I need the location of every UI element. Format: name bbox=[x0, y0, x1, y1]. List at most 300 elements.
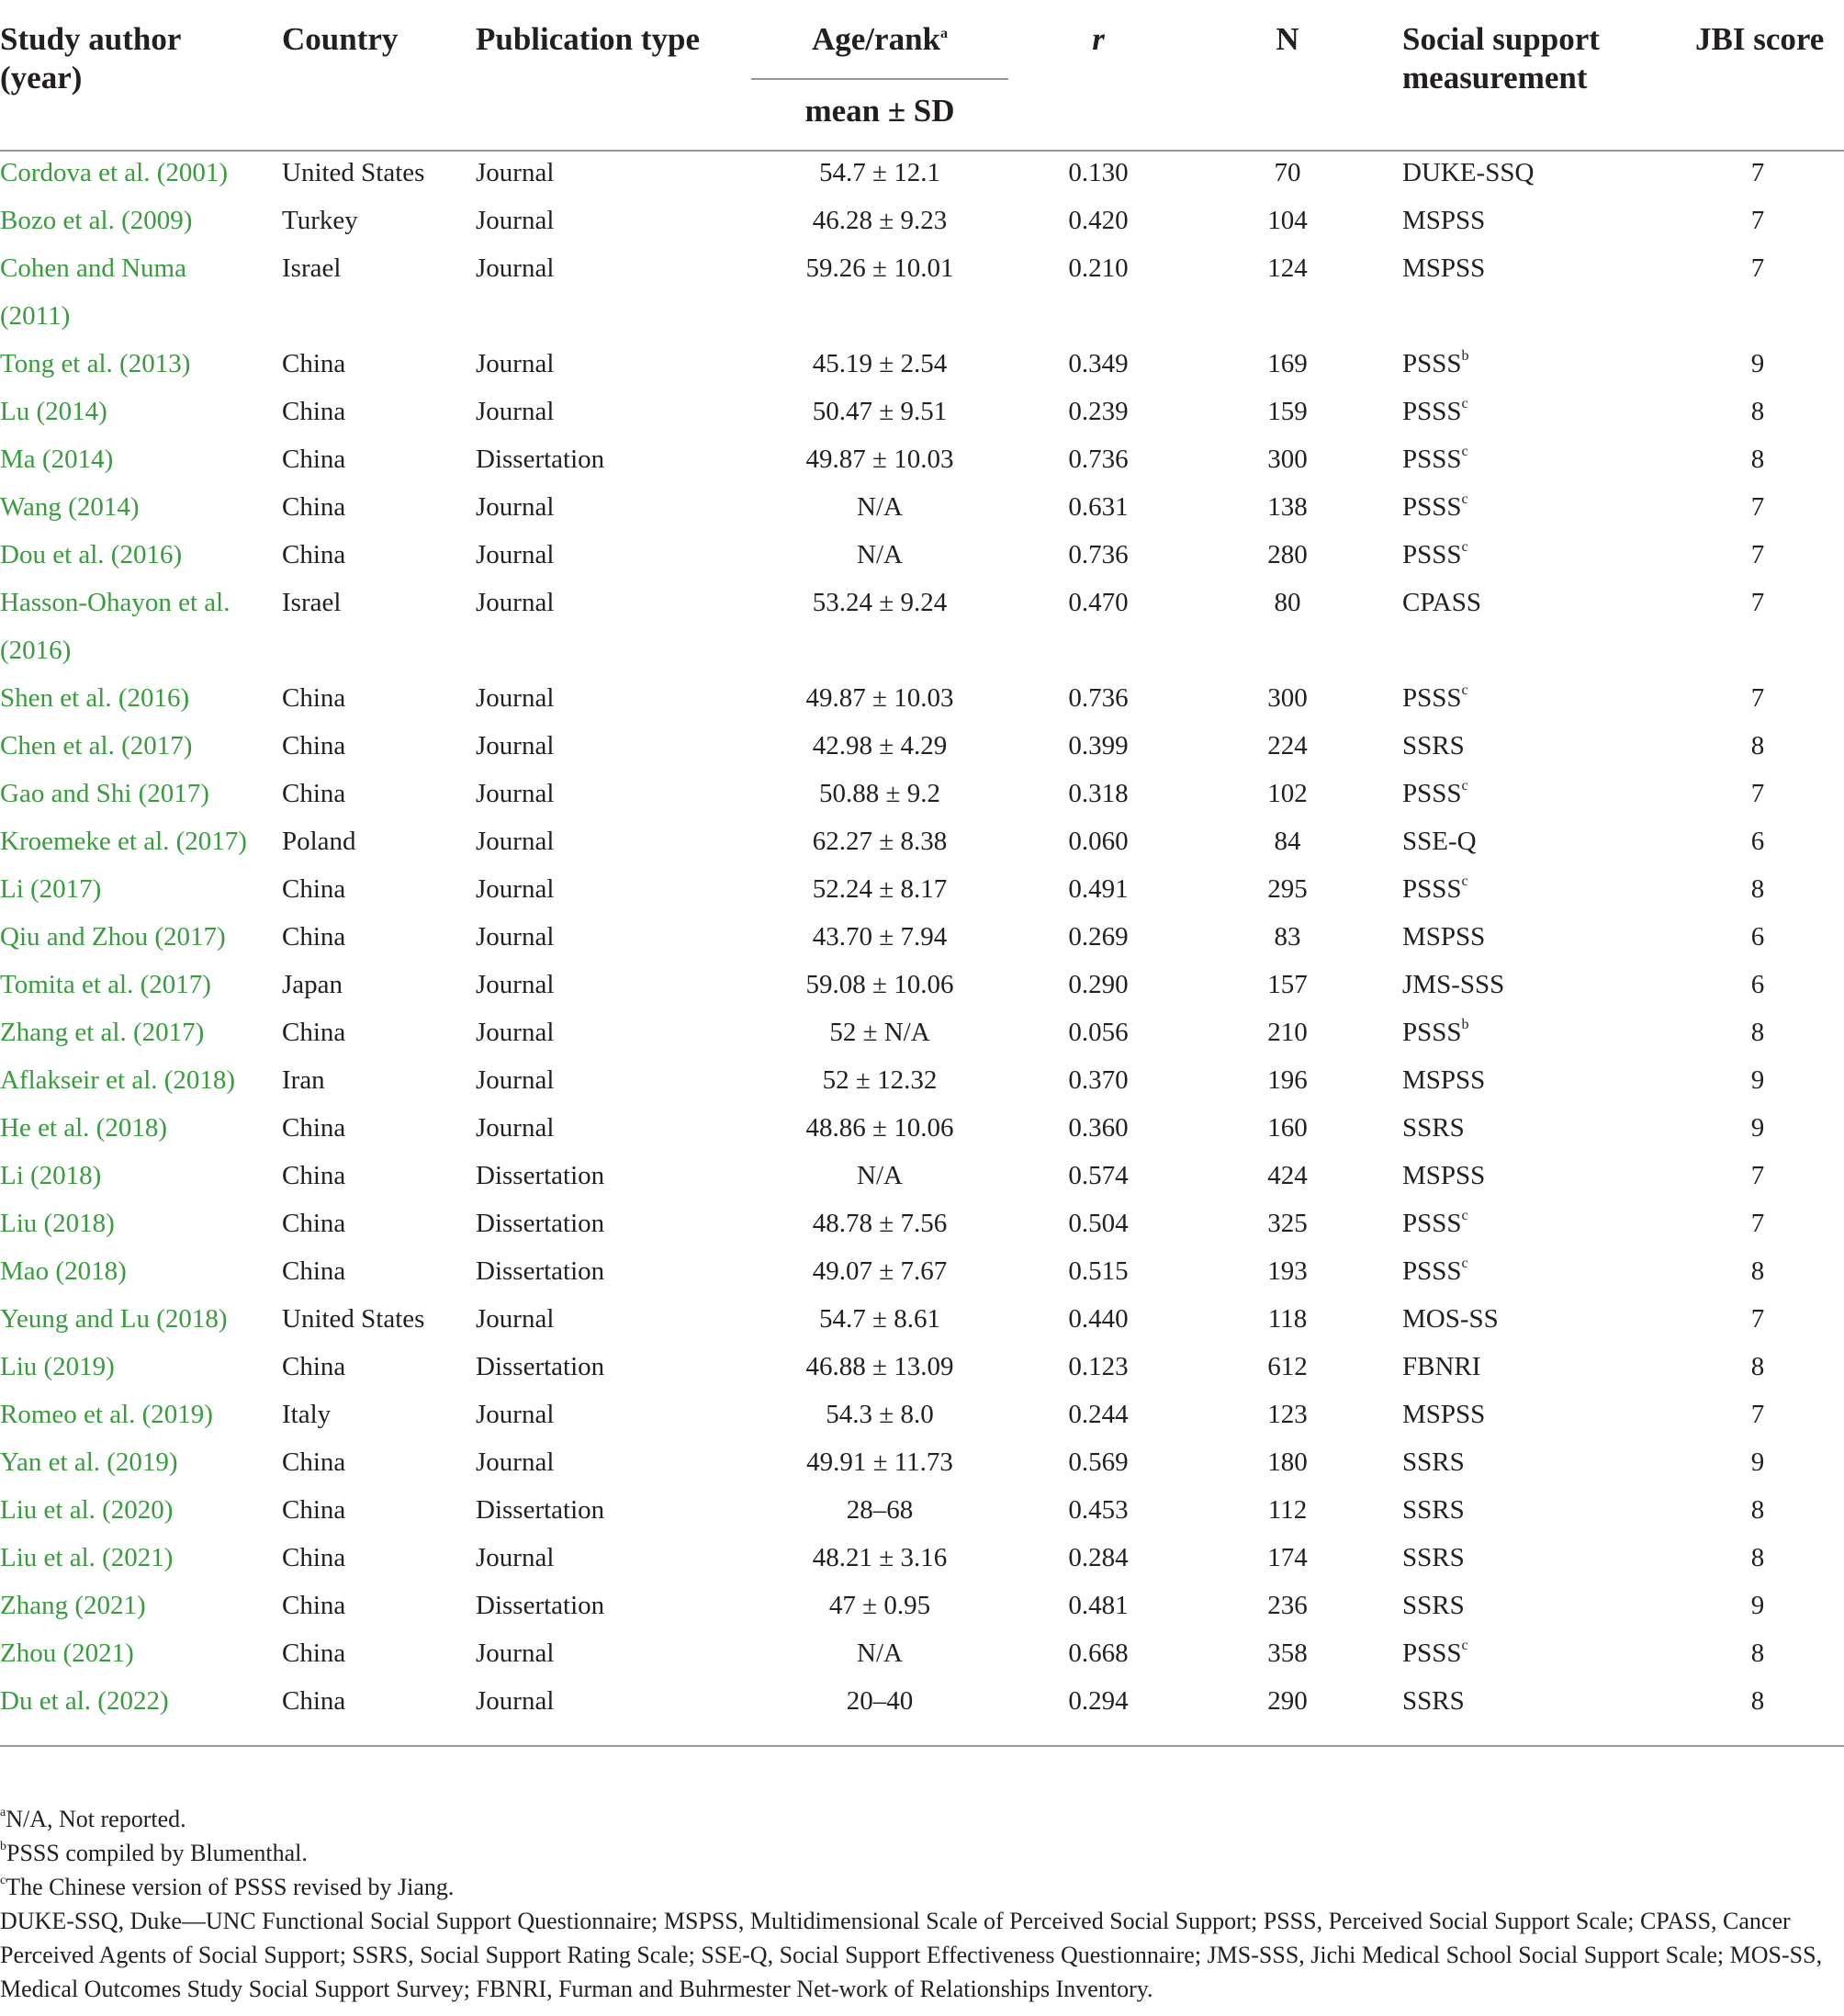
study-author-link[interactable]: Du et al. (2022) bbox=[0, 1686, 169, 1716]
age-cell: 59.08 ± 10.06 bbox=[805, 970, 954, 999]
jbi-score-cell: 8 bbox=[1750, 1256, 1765, 1286]
study-author-link[interactable]: Tong et al. (2013) bbox=[0, 349, 191, 378]
measurement-name: JMS-SSS bbox=[1402, 970, 1505, 999]
measurement-footnote-mark: c bbox=[1461, 1208, 1468, 1223]
jbi-score-cell: 8 bbox=[1750, 1352, 1765, 1381]
r-value-cell: 0.056 bbox=[1068, 1018, 1129, 1047]
jbi-score-cell: 6 bbox=[1750, 922, 1765, 952]
jbi-score-cell: 7 bbox=[1750, 253, 1765, 283]
r-value-cell: 0.060 bbox=[1068, 827, 1129, 856]
table-row bbox=[0, 722, 1844, 770]
measurement-name: PSSS bbox=[1402, 1256, 1462, 1286]
r-value-cell: 0.399 bbox=[1068, 731, 1129, 760]
sample-size-cell: 157 bbox=[1267, 970, 1308, 999]
study-author-link[interactable]: Chen et al. (2017) bbox=[0, 731, 193, 760]
sample-size-cell: 84 bbox=[1274, 827, 1301, 856]
study-author-link[interactable]: Mao (2018) bbox=[0, 1256, 127, 1286]
social-support-measurement-cell bbox=[1402, 1247, 1468, 1295]
r-value-cell: 0.318 bbox=[1068, 779, 1129, 808]
measurement-footnote-mark: c bbox=[1461, 682, 1468, 698]
country-cell: China bbox=[282, 683, 346, 713]
jbi-score-cell: 6 bbox=[1750, 827, 1765, 856]
measurement-name: FBNRI bbox=[1402, 1352, 1481, 1381]
study-author-link[interactable]: Liu et al. (2020) bbox=[0, 1495, 174, 1525]
country-cell: China bbox=[282, 540, 346, 569]
table-row bbox=[0, 865, 1844, 913]
r-value-cell: 0.360 bbox=[1068, 1113, 1129, 1143]
social-support-measurement-cell bbox=[1402, 1534, 1465, 1582]
table-row bbox=[0, 483, 1844, 531]
jbi-score-cell: 8 bbox=[1750, 1639, 1765, 1668]
social-support-measurement-cell bbox=[1402, 865, 1468, 913]
publication-type-cell: Journal bbox=[476, 922, 555, 952]
age-cell: 48.78 ± 7.56 bbox=[812, 1209, 948, 1238]
sample-size-cell: 138 bbox=[1267, 492, 1308, 522]
study-author-link[interactable]: Hasson-Ohayon et al. bbox=[0, 588, 230, 617]
table-row bbox=[0, 340, 1844, 388]
r-value-cell: 0.284 bbox=[1068, 1543, 1129, 1572]
measurement-name: MSPSS bbox=[1402, 253, 1486, 283]
sample-size-cell: 325 bbox=[1267, 1209, 1308, 1238]
measurement-name: SSRS bbox=[1402, 1113, 1465, 1143]
country-cell: China bbox=[282, 1209, 346, 1238]
publication-type-cell: Dissertation bbox=[476, 1352, 605, 1381]
country-cell: China bbox=[282, 1352, 346, 1381]
age-cell: 54.7 ± 12.1 bbox=[819, 158, 940, 187]
sample-size-cell: 196 bbox=[1267, 1065, 1308, 1095]
sample-size-cell: 295 bbox=[1267, 874, 1308, 904]
r-value-cell: 0.569 bbox=[1068, 1447, 1129, 1477]
table-row-continuation bbox=[0, 626, 1844, 674]
table-row bbox=[0, 913, 1844, 961]
measurement-name: PSSS bbox=[1402, 874, 1462, 904]
study-author-link[interactable]: Li (2018) bbox=[0, 1161, 102, 1190]
country-cell: China bbox=[282, 397, 346, 426]
study-author-link[interactable]: Aflakseir et al. (2018) bbox=[0, 1065, 236, 1095]
measurement-footnote-mark: b bbox=[1461, 348, 1469, 364]
country-cell: Italy bbox=[282, 1400, 332, 1429]
jbi-score-cell: 8 bbox=[1750, 874, 1765, 904]
r-value-cell: 0.736 bbox=[1068, 683, 1129, 713]
table-row bbox=[0, 388, 1844, 435]
publication-type-cell: Journal bbox=[476, 158, 555, 187]
measurement-name: MSPSS bbox=[1402, 922, 1486, 952]
table-row bbox=[0, 1486, 1844, 1534]
study-author-link[interactable]: Kroemeke et al. (2017) bbox=[0, 827, 247, 856]
r-value-cell: 0.123 bbox=[1068, 1352, 1129, 1381]
social-support-measurement-cell bbox=[1402, 1008, 1469, 1056]
social-support-measurement-cell bbox=[1402, 388, 1468, 435]
footnote-a: $^a$N/A, Not reported. bbox=[0, 1806, 186, 1832]
footnote-abbreviations-line-3: Medical Outcomes Study Social Support Survey; FBNRI, Furman and Buhrmester Net-work of Relationships Inventory. bbox=[0, 1976, 1153, 2002]
table-row bbox=[0, 531, 1844, 579]
r-value-cell: 0.481 bbox=[1068, 1591, 1129, 1620]
country-cell: China bbox=[282, 779, 346, 808]
measurement-footnote-mark: c bbox=[1461, 539, 1468, 555]
r-value-cell: 0.574 bbox=[1068, 1161, 1129, 1190]
publication-type-cell: Journal bbox=[476, 1400, 555, 1429]
sample-size-cell: 174 bbox=[1267, 1543, 1308, 1572]
table-row bbox=[0, 1008, 1844, 1056]
country-cell: United States bbox=[282, 1304, 425, 1334]
measurement-footnote-mark: c bbox=[1461, 778, 1468, 794]
country-cell: Turkey bbox=[282, 206, 358, 235]
social-support-measurement-cell bbox=[1402, 1677, 1465, 1725]
table-row bbox=[0, 817, 1844, 865]
measurement-name: PSSS bbox=[1402, 1018, 1462, 1047]
age-cell: 54.3 ± 8.0 bbox=[826, 1400, 934, 1429]
social-support-measurement-cell bbox=[1402, 1295, 1499, 1343]
measurement-footnote-mark: c bbox=[1461, 1256, 1468, 1271]
age-cell: N/A bbox=[857, 540, 903, 569]
table-row bbox=[0, 1152, 1844, 1199]
country-cell: China bbox=[282, 1686, 346, 1716]
age-cell: 49.87 ± 10.03 bbox=[805, 445, 954, 474]
jbi-score-cell: 7 bbox=[1750, 1161, 1765, 1190]
social-support-measurement-cell bbox=[1402, 531, 1468, 579]
r-value-cell: 0.504 bbox=[1068, 1209, 1129, 1238]
measurement-footnote-mark: c bbox=[1461, 1638, 1468, 1653]
social-support-measurement-cell bbox=[1402, 340, 1469, 388]
measurement-footnote-mark: b bbox=[1461, 1017, 1469, 1032]
publication-type-cell: Journal bbox=[476, 1018, 555, 1047]
social-support-measurement-cell bbox=[1402, 770, 1468, 817]
study-author-link[interactable]: Liu (2019) bbox=[0, 1352, 115, 1381]
publication-type-cell: Dissertation bbox=[476, 1591, 605, 1620]
publication-type-cell: Journal bbox=[476, 492, 555, 522]
study-author-link[interactable]: Zhou (2021) bbox=[0, 1639, 134, 1668]
jbi-score-cell: 9 bbox=[1750, 1447, 1765, 1477]
country-cell: China bbox=[282, 1161, 346, 1190]
sample-size-cell: 300 bbox=[1267, 445, 1308, 474]
r-value-cell: 0.470 bbox=[1068, 588, 1129, 617]
study-author-link[interactable]: Romeo et al. (2019) bbox=[0, 1400, 213, 1429]
study-author-link-continuation[interactable]: (2011) bbox=[0, 301, 71, 331]
publication-type-cell: Journal bbox=[476, 970, 555, 999]
study-author-link[interactable]: Yeung and Lu (2018) bbox=[0, 1304, 228, 1334]
publication-type-cell: Dissertation bbox=[476, 1495, 605, 1525]
study-author-link[interactable]: Dou et al. (2016) bbox=[0, 540, 183, 569]
publication-type-cell: Journal bbox=[476, 874, 555, 904]
publication-type-cell: Journal bbox=[476, 731, 555, 760]
age-cell: 42.98 ± 4.29 bbox=[812, 731, 948, 760]
jbi-score-cell: 7 bbox=[1750, 206, 1765, 235]
jbi-score-cell: 7 bbox=[1750, 492, 1765, 522]
measurement-name: PSSS bbox=[1402, 1639, 1462, 1668]
age-cell: 52.24 ± 8.17 bbox=[812, 874, 948, 904]
jbi-score-cell: 9 bbox=[1750, 1113, 1765, 1143]
r-value-cell: 0.631 bbox=[1068, 492, 1129, 522]
table-row bbox=[0, 579, 1844, 626]
age-cell: 62.27 ± 8.38 bbox=[812, 827, 948, 856]
footnote-abbreviations-line-2: Perceived Agents of Social Support; SSRS, Social Support Rating Scale; SSE-Q, Social Support Effectiveness Questionnaire; JMS-SSS, Jichi Medical School Social Support Scale; MOS-SS, bbox=[0, 1942, 1823, 1968]
age-cell: 52 ± N/A bbox=[829, 1018, 930, 1047]
publication-type-cell: Journal bbox=[476, 683, 555, 713]
social-support-measurement-cell bbox=[1402, 149, 1534, 197]
table-row-continuation bbox=[0, 292, 1844, 340]
sample-size-cell: 193 bbox=[1267, 1256, 1308, 1286]
age-cell: 54.7 ± 8.61 bbox=[819, 1304, 940, 1334]
study-author-link[interactable]: Tomita et al. (2017) bbox=[0, 970, 211, 999]
table-row bbox=[0, 1391, 1844, 1438]
r-value-cell: 0.239 bbox=[1068, 397, 1129, 426]
country-cell: China bbox=[282, 1018, 346, 1047]
study-author-link[interactable]: Cordova et al. (2001) bbox=[0, 158, 229, 187]
social-support-measurement-cell bbox=[1402, 1343, 1480, 1391]
study-author-link[interactable]: Bozo et al. (2009) bbox=[0, 206, 193, 235]
country-cell: China bbox=[282, 1113, 346, 1143]
measurement-name: MSPSS bbox=[1402, 1161, 1486, 1190]
sample-size-cell: 424 bbox=[1267, 1161, 1308, 1190]
social-support-measurement-cell bbox=[1402, 1152, 1485, 1199]
measurement-name: SSRS bbox=[1402, 731, 1465, 760]
age-cell: 49.87 ± 10.03 bbox=[805, 683, 954, 713]
age-cell: 46.28 ± 9.23 bbox=[812, 206, 948, 235]
country-cell: China bbox=[282, 445, 346, 474]
country-cell: China bbox=[282, 874, 346, 904]
publication-type-cell: Journal bbox=[476, 206, 555, 235]
age-cell: 49.07 ± 7.67 bbox=[812, 1256, 948, 1286]
table-row bbox=[0, 197, 1844, 244]
study-author-link[interactable]: Yan et al. (2019) bbox=[0, 1447, 178, 1477]
study-author-link[interactable]: Wang (2014) bbox=[0, 492, 140, 522]
jbi-score-cell: 6 bbox=[1750, 970, 1765, 999]
age-cell: 49.91 ± 11.73 bbox=[806, 1447, 953, 1477]
study-author-link[interactable]: Liu et al. (2021) bbox=[0, 1543, 174, 1572]
sample-size-cell: 612 bbox=[1267, 1352, 1308, 1381]
header-n: N bbox=[1276, 21, 1299, 57]
header-country: Country bbox=[282, 21, 399, 57]
study-author-link-continuation[interactable]: (2016) bbox=[0, 636, 72, 665]
measurement-name: SSRS bbox=[1402, 1543, 1465, 1572]
publication-type-cell: Journal bbox=[476, 1447, 555, 1477]
measurement-footnote-mark: c bbox=[1461, 444, 1468, 459]
country-cell: Israel bbox=[282, 253, 342, 283]
measurement-footnote-mark: c bbox=[1461, 873, 1468, 889]
publication-type-cell: Journal bbox=[476, 1543, 555, 1572]
r-value-cell: 0.668 bbox=[1068, 1639, 1129, 1668]
publication-type-cell: Journal bbox=[476, 1639, 555, 1668]
measurement-name: PSSS bbox=[1402, 683, 1462, 713]
country-cell: China bbox=[282, 1543, 346, 1572]
publication-type-cell: Dissertation bbox=[476, 445, 605, 474]
sample-size-cell: 123 bbox=[1267, 1400, 1308, 1429]
sample-size-cell: 83 bbox=[1274, 922, 1301, 952]
study-author-link[interactable]: Qiu and Zhou (2017) bbox=[0, 922, 226, 952]
publication-type-cell: Journal bbox=[476, 1304, 555, 1334]
age-cell: 53.24 ± 9.24 bbox=[812, 588, 948, 617]
sample-size-cell: 104 bbox=[1267, 206, 1308, 235]
social-support-measurement-cell bbox=[1402, 722, 1465, 770]
country-cell: China bbox=[282, 1639, 346, 1668]
r-value-cell: 0.244 bbox=[1068, 1400, 1129, 1429]
jbi-score-cell: 8 bbox=[1750, 1495, 1765, 1525]
publication-type-cell: Journal bbox=[476, 827, 555, 856]
study-author-link[interactable]: Ma (2014) bbox=[0, 445, 114, 474]
jbi-score-cell: 7 bbox=[1750, 683, 1765, 713]
r-value-cell: 0.420 bbox=[1068, 206, 1129, 235]
study-author-link[interactable]: Shen et al. (2016) bbox=[0, 683, 190, 713]
measurement-name: PSSS bbox=[1402, 349, 1462, 378]
jbi-score-cell: 8 bbox=[1750, 397, 1765, 426]
publication-type-cell: Journal bbox=[476, 349, 555, 378]
age-cell: 47 ± 0.95 bbox=[828, 1591, 931, 1620]
jbi-score-cell: 8 bbox=[1750, 1018, 1765, 1047]
jbi-score-cell: 8 bbox=[1750, 731, 1765, 760]
r-value-cell: 0.349 bbox=[1068, 349, 1129, 378]
jbi-score-cell: 8 bbox=[1750, 1686, 1765, 1716]
sample-size-cell: 210 bbox=[1267, 1018, 1308, 1047]
social-support-measurement-cell bbox=[1402, 1104, 1465, 1152]
jbi-score-cell: 7 bbox=[1750, 588, 1765, 617]
study-author-link[interactable]: Li (2017) bbox=[0, 874, 102, 904]
jbi-score-cell: 9 bbox=[1750, 1065, 1765, 1095]
table-row bbox=[0, 674, 1844, 722]
jbi-score-cell: 7 bbox=[1750, 540, 1765, 569]
measurement-name: SSRS bbox=[1402, 1495, 1465, 1525]
measurement-name: CPASS bbox=[1402, 588, 1482, 617]
sample-size-cell: 290 bbox=[1267, 1686, 1308, 1716]
table-row bbox=[0, 1438, 1844, 1486]
r-value-cell: 0.210 bbox=[1068, 253, 1129, 283]
sample-size-cell: 160 bbox=[1267, 1113, 1308, 1143]
publication-type-cell: Journal bbox=[476, 588, 555, 617]
r-value-cell: 0.736 bbox=[1068, 540, 1129, 569]
social-support-measurement-cell bbox=[1402, 817, 1477, 865]
publication-type-cell: Journal bbox=[476, 540, 555, 569]
study-author-link[interactable]: Zhang (2021) bbox=[0, 1591, 146, 1620]
jbi-score-cell: 8 bbox=[1750, 1543, 1765, 1572]
social-support-measurement-cell bbox=[1402, 674, 1468, 722]
study-author-link[interactable]: Lu (2014) bbox=[0, 397, 107, 426]
social-support-measurement-cell bbox=[1402, 1056, 1485, 1104]
measurement-name: PSSS bbox=[1402, 445, 1462, 474]
sample-size-cell: 300 bbox=[1267, 683, 1308, 713]
table-row bbox=[0, 1104, 1844, 1152]
table-row bbox=[0, 1247, 1844, 1295]
country-cell: United States bbox=[282, 158, 425, 187]
age-cell: 46.88 ± 13.09 bbox=[805, 1352, 954, 1381]
social-support-measurement-cell bbox=[1402, 1629, 1468, 1677]
country-cell: China bbox=[282, 492, 346, 522]
table-row bbox=[0, 149, 1844, 197]
jbi-score-cell: 7 bbox=[1750, 1209, 1765, 1238]
measurement-name: DUKE-SSQ bbox=[1402, 158, 1535, 187]
measurement-name: PSSS bbox=[1402, 779, 1462, 808]
header-study-author: Study author (year) bbox=[0, 21, 182, 96]
social-support-measurement-cell bbox=[1402, 1199, 1468, 1247]
study-author-link[interactable]: Zhang et al. (2017) bbox=[0, 1018, 205, 1047]
age-cell: 43.70 ± 7.94 bbox=[812, 922, 948, 952]
study-author-link[interactable]: Liu (2018) bbox=[0, 1209, 115, 1238]
sample-size-cell: 224 bbox=[1267, 731, 1308, 760]
header-mean-sd: mean ± SD bbox=[804, 93, 955, 129]
sample-size-cell: 280 bbox=[1267, 540, 1308, 569]
r-value-cell: 0.269 bbox=[1068, 922, 1129, 952]
jbi-score-cell: 9 bbox=[1750, 1591, 1765, 1620]
study-author-link[interactable]: Cohen and Numa bbox=[0, 253, 186, 283]
publication-type-cell: Journal bbox=[476, 1686, 555, 1716]
measurement-footnote-mark: c bbox=[1461, 491, 1468, 507]
jbi-score-cell: 7 bbox=[1750, 158, 1765, 187]
measurement-name: SSRS bbox=[1402, 1591, 1465, 1620]
table-row bbox=[0, 1677, 1844, 1725]
publication-type-cell: Journal bbox=[476, 397, 555, 426]
country-cell: China bbox=[282, 1256, 346, 1286]
social-support-measurement-cell bbox=[1402, 1438, 1465, 1486]
age-cell: N/A bbox=[857, 1161, 903, 1190]
header-age-rank: Age/rank$^a$ bbox=[812, 21, 948, 57]
header-publication-type: Publication type bbox=[476, 21, 701, 57]
r-value-cell: 0.515 bbox=[1068, 1256, 1129, 1286]
r-value-cell: 0.294 bbox=[1068, 1686, 1129, 1716]
jbi-score-cell: 7 bbox=[1750, 1304, 1765, 1334]
table-row bbox=[0, 1343, 1844, 1391]
r-value-cell: 0.370 bbox=[1068, 1065, 1129, 1095]
table-row bbox=[0, 1582, 1844, 1629]
age-cell: 50.88 ± 9.2 bbox=[819, 779, 940, 808]
sample-size-cell: 102 bbox=[1267, 779, 1308, 808]
table-row bbox=[0, 1295, 1844, 1343]
age-cell: 59.26 ± 10.01 bbox=[805, 253, 954, 283]
social-support-measurement-cell bbox=[1402, 197, 1485, 244]
jbi-score-cell: 9 bbox=[1750, 349, 1765, 378]
study-author-link[interactable]: He et al. (2018) bbox=[0, 1113, 167, 1143]
measurement-name: MOS-SS bbox=[1402, 1304, 1499, 1334]
jbi-score-cell: 7 bbox=[1750, 779, 1765, 808]
sample-size-cell: 169 bbox=[1267, 349, 1308, 378]
country-cell: Israel bbox=[282, 588, 342, 617]
r-value-cell: 0.736 bbox=[1068, 445, 1129, 474]
social-support-measurement-cell bbox=[1402, 961, 1504, 1008]
r-value-cell: 0.440 bbox=[1068, 1304, 1129, 1334]
age-cell: 50.47 ± 9.51 bbox=[812, 397, 948, 426]
measurement-name: MSPSS bbox=[1402, 1065, 1486, 1095]
table-row bbox=[0, 1199, 1844, 1247]
country-cell: China bbox=[282, 922, 346, 952]
header-sub-rule bbox=[751, 78, 1008, 80]
social-support-measurement-cell bbox=[1402, 244, 1485, 292]
sample-size-cell: 80 bbox=[1274, 588, 1301, 617]
footnote-b: $^b$PSSS compiled by Blumenthal. bbox=[0, 1840, 308, 1866]
sample-size-cell: 112 bbox=[1267, 1495, 1308, 1525]
jbi-score-cell: 8 bbox=[1750, 445, 1765, 474]
age-cell: 48.86 ± 10.06 bbox=[805, 1113, 954, 1143]
social-support-measurement-cell bbox=[1402, 913, 1485, 961]
age-cell: 28–68 bbox=[846, 1495, 914, 1525]
country-cell: Poland bbox=[282, 827, 356, 856]
study-author-link[interactable]: Gao and Shi (2017) bbox=[0, 779, 209, 808]
sample-size-cell: 236 bbox=[1267, 1591, 1308, 1620]
country-cell: China bbox=[282, 349, 346, 378]
publication-type-cell: Journal bbox=[476, 1065, 555, 1095]
country-cell: China bbox=[282, 1447, 346, 1477]
measurement-name: SSE-Q bbox=[1402, 827, 1477, 856]
measurement-name: MSPSS bbox=[1402, 206, 1486, 235]
age-cell: N/A bbox=[857, 1639, 903, 1668]
social-support-measurement-cell bbox=[1402, 483, 1468, 531]
r-value-cell: 0.453 bbox=[1068, 1495, 1129, 1525]
social-support-measurement-cell bbox=[1402, 1582, 1465, 1629]
sample-size-cell: 124 bbox=[1267, 253, 1308, 283]
country-cell: China bbox=[282, 731, 346, 760]
sample-size-cell: 358 bbox=[1267, 1639, 1308, 1668]
table-row bbox=[0, 1056, 1844, 1104]
age-cell: 20–40 bbox=[846, 1686, 914, 1716]
publication-type-cell: Journal bbox=[476, 253, 555, 283]
social-support-measurement-cell bbox=[1402, 1391, 1485, 1438]
footnote-c: $^c$The Chinese version of PSSS revised by Jiang. bbox=[0, 1874, 455, 1900]
